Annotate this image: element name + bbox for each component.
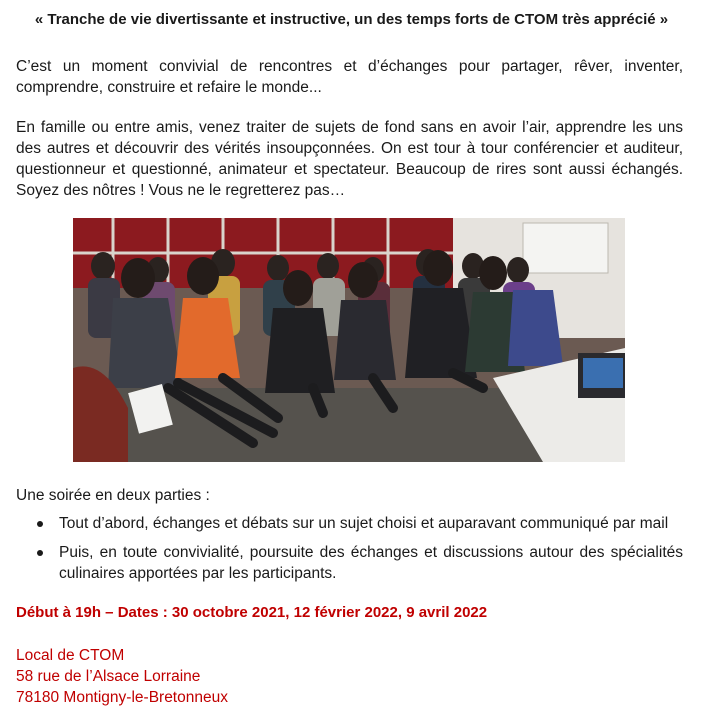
paragraph-invitation: En famille ou entre amis, venez traiter de sujets de fond sans en avoir l’air, apprendre les uns des autres et découvrir des vérités insoupçonnées. On est tour à tour conférencier et auditeur, questionneur et questionné, animateur et spectateur. Beaucoup de rires sont aussi échangés. Soyez des nôtres ! Vous ne le regretterez pas…: [16, 119, 683, 199]
bullet-icon: [37, 550, 43, 556]
list-item: [16, 542, 683, 584]
group-discussion-photo: [73, 218, 625, 462]
list-item-text: Tout d’abord, échanges et débats sur un sujet choisi et auparavant communiqué par mail: [59, 515, 669, 532]
bullet-icon: [37, 521, 43, 527]
list-item: [16, 513, 683, 534]
evening-intro: Une soirée en deux parties :: [16, 487, 210, 504]
list-item-text: Puis, en toute convivialité, poursuite des échanges et discussions autour des spécialités culinaires apportées par les participants.: [59, 544, 683, 582]
page-title: « Tranche de vie divertissante et instructive, un des temps forts de CTOM très apprécié »: [34, 11, 669, 28]
address-line: 78180 Montigny-le-Bretonneux: [16, 689, 228, 706]
address-line: Local de CTOM: [16, 647, 125, 664]
paragraph-intro: C’est un moment convivial de rencontres et d’échanges pour partager, rêver, inventer, comprendre, construire et refaire le monde...: [16, 58, 683, 96]
venue-address: [16, 645, 228, 708]
event-dates: Début à 19h – Dates : 30 octobre 2021, 12 février 2022, 9 avril 2022: [16, 604, 488, 621]
program-list: [16, 513, 683, 592]
address-line: 58 rue de l’Alsace Lorraine: [16, 668, 201, 685]
